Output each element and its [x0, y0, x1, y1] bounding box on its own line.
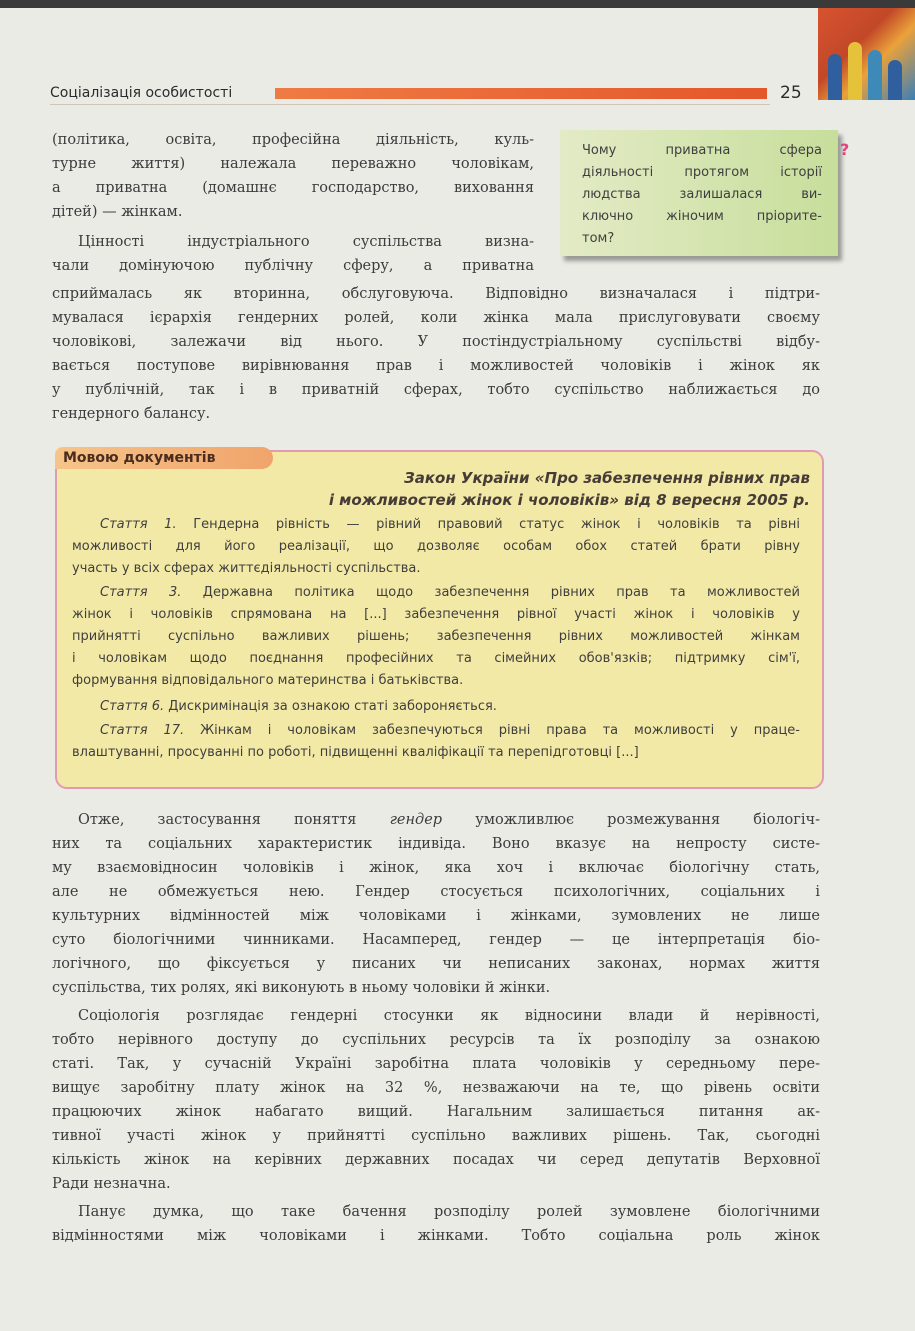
header-rule [50, 104, 770, 105]
text-line: Панує думка, що таке бачення розподілу ролей зумовлене біологічними [78, 1204, 820, 1220]
text-line: них та соціальних характеристик індивіда. Воно вказує на непросту систе- [52, 836, 820, 852]
question-line: ключно жіночим пріорите- [582, 209, 822, 224]
question-mark-icon: ? [840, 140, 850, 159]
text-line: чоловікові, залежачи від нього. У постіндустріальному суспільстві відбу- [52, 334, 820, 350]
text-line: культурних відмінностей між чоловіками і жінками, зумовлених не лише [52, 908, 820, 924]
text-line: вищує заробітну плату жінок на 32 %, незважаючи на те, що рівень освіти [52, 1080, 820, 1096]
term-gender: гендер [389, 812, 443, 828]
article-line: влаштуванні, просуванні по роботі, підвищенні кваліфікації та перепідготовці [...] [72, 745, 639, 760]
text-line: Отже, застосування поняття гендер уможливлює розмежування біологіч- [78, 812, 820, 828]
article-line: Стаття 17. Жінкам і чоловікам забезпечуються рівні права та можливості у праце- [100, 723, 800, 738]
text-line: сприймалась як вторинна, обслуговуюча. Відповідно визначалася і підтри- [52, 286, 820, 302]
article-line: формування відповідального материнства і батьківства. [72, 673, 464, 688]
article-label: Стаття 17. [100, 723, 185, 738]
page-number: 25 [780, 83, 802, 103]
text-line: суспільства, тих ролях, які виконують в ньому чоловіки й жінки. [52, 980, 551, 996]
article-line: і чоловікам щодо поєднання професійних та сімейних обов'язків; підтримку сім'ї, [72, 651, 800, 666]
question-box [560, 130, 838, 256]
article-label: Стаття 6. [100, 699, 165, 714]
document-title: і можливостей жінок і чоловіків» від 8 вересня 2005 р. [328, 491, 810, 509]
article-line: жінок і чоловіків спрямована на [...] забезпечення рівної участі жінок і чоловіків у [72, 607, 800, 622]
question-line: том? [582, 231, 615, 246]
text-line: працюючих жінок набагато вищий. Нагальним залишається питання ак- [52, 1104, 820, 1120]
text-line: вається поступове вирівнювання прав і можливостей чоловіків і жінок як [52, 358, 820, 374]
corner-photo-icon [818, 8, 915, 100]
header-accent-bar [275, 88, 767, 99]
text-line: му взаємовідносин чоловіків і жінок, яка хоч і включає біологічну стать, [52, 860, 820, 876]
question-line: людства залишалася ви- [582, 187, 822, 202]
text-line: Цінності індустріального суспільства визна- [78, 234, 534, 250]
article-line: Стаття 3. Державна політика щодо забезпечення рівних прав та можливостей [100, 585, 800, 600]
text-line: у публічній, так і в приватній сферах, тобто суспільство наближається до [52, 382, 820, 398]
document-title: Закон України «Про забезпечення рівних прав [404, 469, 810, 487]
article-line: участь у всіх сферах життєдіяльності суспільства. [72, 561, 421, 576]
article-line: Стаття 6. Дискримінація за ознакою статі забороняється. [100, 699, 497, 714]
chapter-label: Соціалізація особистості [50, 85, 233, 101]
text-line: логічного, що фіксується у писаних чи неписаних законах, нормах життя [52, 956, 820, 972]
top-edge [0, 0, 915, 8]
article-line: можливості для його реалізації, що дозволяє особам обох статей брати рівну [72, 539, 800, 554]
text-line: але не обмежується нею. Гендер стосується психологічних, соціальних і [52, 884, 820, 900]
text-line: тобто нерівного доступу до суспільних ресурсів та їх розподілу за ознакою [52, 1032, 820, 1048]
text-line: мувалася ієрархія гендерних ролей, коли жінка мала прислуговувати своєму [52, 310, 820, 326]
text-line: (політика, освіта, професійна діяльність, куль- [52, 132, 534, 148]
document-tab-label: Мовою документів [55, 447, 273, 469]
text-line: суто біологічними чинниками. Насамперед, гендер — це інтерпретація біо- [52, 932, 820, 948]
text-line: тивної участі жінок у прийнятті суспільно важливих рішень. Так, сьогодні [52, 1128, 820, 1144]
article-line: прийнятті суспільно важливих рішень; забезпечення рівних можливостей жінкам [72, 629, 800, 644]
text-line: статі. Так, у сучасній Україні заробітна плата чоловіків у середньому пере- [52, 1056, 820, 1072]
article-line: Стаття 1. Гендерна рівність — рівний правовий статус жінок і чоловіків та рівні [100, 517, 800, 532]
article-label: Стаття 3. [100, 585, 182, 600]
text-line: Соціологія розглядає гендерні стосунки як відносини влади й нерівності, [78, 1008, 820, 1024]
text-line: чали домінуючою публічну сферу, а приватна [52, 258, 534, 274]
article-label: Стаття 1. [100, 517, 177, 532]
text-line: дітей) — жінкам. [52, 204, 183, 220]
text-line: гендерного балансу. [52, 406, 211, 422]
text-line: турне життя) належала переважно чоловікам, [52, 156, 534, 172]
text-line: Ради незначна. [52, 1176, 171, 1192]
text-line: а приватна (домашнє господарство, виховання [52, 180, 534, 196]
text-line: кількість жінок на керівних державних посадах чи серед депутатів Верховної [52, 1152, 820, 1168]
question-line: діяльності протягом історії [582, 165, 822, 180]
text-line: відмінностями між чоловіками і жінками. Тобто соціальна роль жінок [52, 1228, 820, 1244]
question-line: Чому приватна сфера [582, 143, 822, 158]
